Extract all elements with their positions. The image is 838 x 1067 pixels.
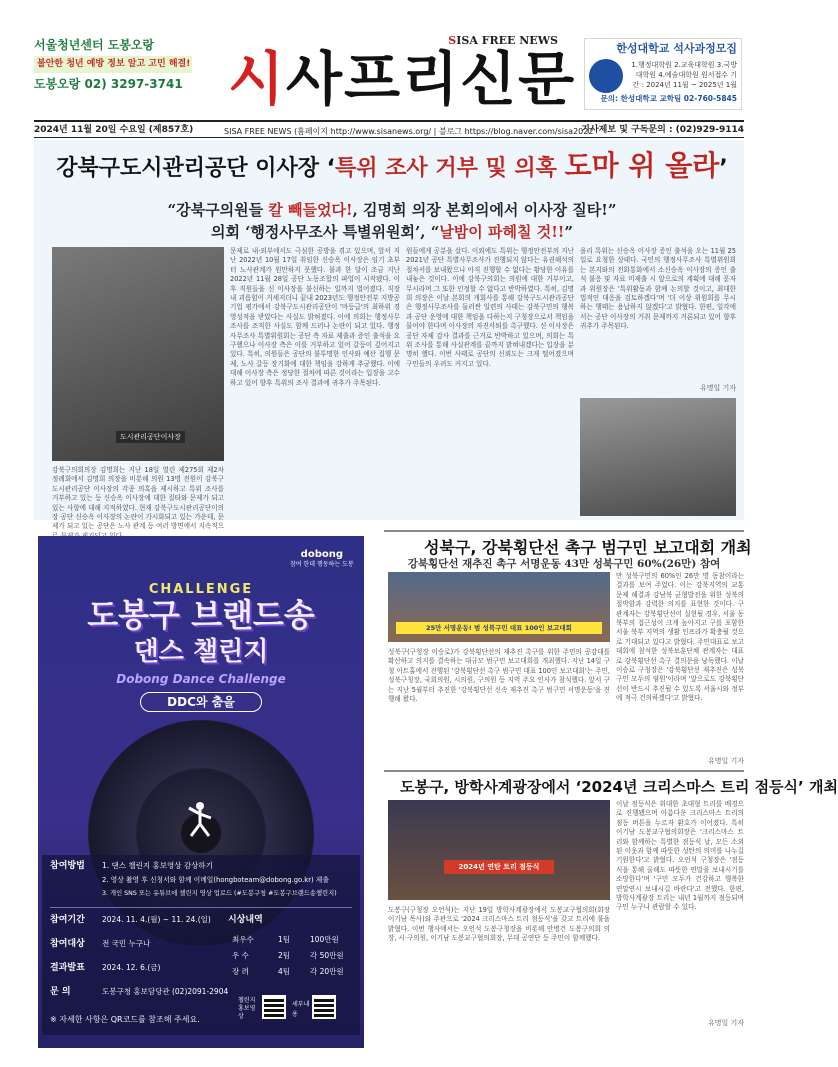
prize-row-1-rank: 최우수 [232,935,254,944]
lead-headline[interactable]: 강북구도시관리공단 이사장 ‘특위 조사 거부 및 의혹 도마 위 올라’ [56,149,728,182]
period-label: 참여기간 [50,915,85,925]
target-value: 전 국민 누구나 [102,939,151,948]
target-label: 참여대상 [50,939,85,949]
lead-subhead-2: 의회 ‘행정사무조사 특별위원회’, “날밤이 파헤칠 것!!” [210,223,574,241]
university-logo-icon [589,59,623,93]
lead-body-col4: 을리 특위는 신승옥 이사장 증인 출석을 오는 11월 25일로 요청한 상태다. 국민의 행정사무조사 특별위원회는 본지와의 전화통화에서 소신승옥 이사장의 증인 출석 불응 및 자료 미제출 시 앞으로의 계획에 대해 묻자 과 위원장은 '특위활동과 함께 논의할 것이고, 최대한 법적인 대응을 검토하겠다'며 '더 이상 위원회를 무시하는 행태는 용납하지 않겠다'고 밝혔다. 한편, 일각에서는 공단 이사장의 거취 문제까지 거론되고 있어 향후 귀추가 주목된다. [580,247,736,331]
contact-info: 기사제보 및 구독문의 : (02)929-9114 [581,125,744,135]
ad-dobong-orang[interactable] [34,38,192,106]
prize-label: 시상내역 [228,915,263,925]
lead-photo-council [580,398,736,516]
article2-headline[interactable]: 성북구, 강북횡단선 촉구 범구민 보고대회 개최 [424,538,752,557]
result-value: 2024. 12. 6.(금) [102,963,161,972]
article2-photo [388,572,610,642]
how-step-2: 2. 영상 촬영 후 신청서와 함께 이메일(hongboteam@dobong.go.kr) 제출 [102,876,329,884]
article3-photo [388,800,610,900]
how-step-1: 1. 댄스 챌린지 홍보영상 감상하기 [102,861,213,870]
lead-byline: 유명일 기자 [699,384,736,392]
article2-banner: 25만 서명운동! 범 성북구민 대표 100인 보고대회 [396,622,602,634]
article2-subhead: 강북횡단선 재추진 촉구 서명운동 43만 성북구민 60%(26만) 참여 [407,558,721,570]
prize-row-2-rank: 우 수 [232,951,249,960]
ad-right-body: 1.행정대학원 2.교육대학원 3.국방대학원 4.예술대학원 원서접수 기간 : 2024년 11월 ~ 2025년 1월 [631,61,737,89]
poster-brand: dobong 참여 한데 행동하는 도봉 [290,549,354,568]
poster-title-2: 댄스 챌린지 [133,637,269,667]
lead-body-col3: 원들에게 공분을 샀다. 이외에도 특위는 행정안전부의 지난 2021년 공단 특별사무조사가 진행되지 않다는 유권해석의 절차서를 보내왔으나 아직 진행할 수 없다는 황당한 이유를 내놓은 것이다. 이에 강북구의회는 의원에 대한 거부이고, 무시라며 그 또한 인정할 수 없다고 반박하였다. 특히, 김명희 의장은 이날 본회의 개회사를 통해 강북구도시관리공단은 행정사무조사를 둘러싼 일련의 사태는 강북구민의 행복과 공단 운영에 대한 책임을 다하는지 구청장으로서 책임을 물어야 한다며 이사장의 자진사퇴를 촉구했다. 신 이사장은 공단 자체 감사 결과를 근거로 반박하고 있으며, 의회는 특위 조사를 통해 사실관계를 끝까지 밝혀내겠다는 입장을 분명히 했다. 이번 사태로 공단의 신뢰도는 크게 떨어졌으며 구민들의 우려도 커지고 있다. [406,247,574,368]
issue-date: 2024년 11월 20일 수요일 (제857호) [34,125,194,135]
ad-right-contact: 문의: 한성대학교 교학팀 02-760-5845 [600,94,737,103]
prize-row-3-amount: 각 20만원 [310,967,344,976]
inquiry-value: 도봉구청 홍보담당관 (02)2091-2904 [102,987,229,996]
article3-divider [384,770,744,772]
how-step-3: 3. 개인 SNS 또는 유튜브에 챌린지 영상 업로드 (#도봉구청 #도봉구브랜드송챌린지) [102,890,337,897]
article2-body-right: 만 성북구민의 60%인 26만 명 동참이라는 결과를 보여 주었다. 이는 강북지역의 교통 문제 해결과 강남북 균형발전을 위한 성북의 절박함과 강력한 의지를 표현한 것이다. 구 관계자는 강북횡단선이 실현될 경우, 서울 동북부의 접근성이 크게 높아지고 구를 포함한 서울 북부 지역의 생활 인프라가 확충될 것으로 기대되고 있다고 밝혔다. 주민대표로 보고대회에 참석한 성북보훈단체 관계자는 대표로 강북횡단선 촉구 결의문을 낭독했다. 이날 이승로 구청장은 '강북횡단선 재추진은 성북구민 모두의 염원'이라며 '앞으로도 강북횡단선이 반드시 추진될 수 있도록 서울시와 정부에 적극 건의하겠다'고 밝혔다. [616,572,744,703]
ad-left-line2: 불안한 청년 예방 정보 알고 고민 해결! [34,56,192,73]
lead-photo-chairman [52,247,224,461]
dancer-icon [185,800,215,840]
lead-subhead-1: “강북구의원들 칼 빼들었다!, 김명희 의장 본회의에서 이사장 질타!” [167,201,617,219]
poster-title-en: Dobong Dance Challenge [116,672,286,686]
ad-hansung-university[interactable] [584,38,742,110]
article3-banner: 2024년 연탄 트리 점등식 [444,860,554,874]
period-value: 2024. 11. 4.(월) ~ 11. 24.(일) [102,915,211,924]
poster-challenge-label: CHALLENGE [148,582,254,597]
prize-row-1-count: 1팀 [278,935,291,944]
poster-info-box [42,855,360,1035]
result-label: 결과발표 [50,963,85,973]
qr1-label: 챌린지 홍보영상 [238,997,256,1020]
prize-row-2-count: 2팀 [278,951,291,960]
lead-body-col2: 문제로 내·외부에서도 극심한 공방을 겪고 있으며, 앞서 지난 2022년 10월 17일 취임한 신승옥 이사장은 임기 초부터 노사관계가 원만하지 못했다. 불과 한 달이 조금 지난 2022년 11월 28일 공단 노동조합의 파업이 시작됐다. 이후 직원들을 신 이사장을 불신하는 일까지 벌어졌다. 직장 내 괴롭힘이 거세지더니 끝내 2023년도 행정안전부 지방공기업 평가에서 강북구도시관리공단이 '마등급'의 최하위 경영성적을 받았다는 사실도 밝혀졌다. 이에 의회는 행정사무조사를 조직한 사실도 함께 드러나 논란이 되고 있다. 행정사무조사 특별위원회는 공단 측 자료 제출과 증인 출석을 요구했으나 이사장 측은 이를 거부하고 있어 갈등이 깊어지고 있다. 특히, 의원들은 공단의 불투명한 인사와 예산 집행 문제, 노사 갈등 장기화에 대한 책임을 강하게 추궁했다. 이에 대해 이사장 측은 정당한 절차에 따른 것이라는 입장을 고수하고 있어 향후 특위의 조사 결과에 귀추가 주목된다. [230,247,400,387]
article3-headline[interactable]: 도봉구, 방학사계광장에서 ‘2024년 크리스마스 트리 점등식’ 개최 [400,778,838,796]
poster-ddc-badge: DDC와 춤을 [140,692,262,712]
poster-title-1: 도봉구 브랜드송 [87,596,315,634]
prize-row-2-amount: 각 50만원 [310,951,344,960]
masthead[interactable] [228,34,577,113]
dateline-bar [34,120,744,138]
qr-code-icon[interactable] [262,995,286,1019]
ad-left-line1: 서울청년센터 도봉오랑 [34,38,155,52]
qr-code-icon-2[interactable] [312,995,336,1019]
qr2-label: 세부내용 [292,1001,310,1018]
lead-photo-caption: 도시관리공단이사장 [116,431,185,443]
article3-body-right: 이날 점등식은 위대한 초대형 트리를 배경으로 진행됐으며 아름다운 크리스마스 트리의 점등 버튼을 누르자 환호가 이어졌다. 특히 이기남 도봉교구협의회장은 '크리스마스 트리와 함께하는 특별한 점등식 날, 모든 소외된 이웃과 함께 따뜻한 성탄의 의미를 나누길 기원한다'고 밝혔다. 오언석 구청장은 '점등식을 통해 올해도 따뜻한 연말을 보내시기를 소망한다'며 '구민 모두가 건강하고 행복한 연말연시 보내시길 바란다'고 전했다. 한편, 방학사계광장 트리는 내년 1월까지 점등되며 구민 누구나 관람할 수 있다. [616,800,744,912]
masthead-korean: 시사프리신문 [228,45,577,113]
prize-row-3-rank: 장 려 [232,967,249,976]
article3-body-left: 도봉구(구청장 오언석)는 지난 19일 방학사계광장에서 도봉교구협의회(회장 이기남 목사)와 주관으로 '2024 크리스마스 트리 점등식'을 갖고 트리에 불을 밝혔다. 이번 행사에서는 오언석 도봉구청장을 비롯해 안병건 도봉구의회 의장, 시·구의원, 이기남 도봉교구협의회장, 무대 공연단 등 주민이 함께했다. [388,906,610,943]
masthead-english: SISA FREE NEWS [448,34,558,47]
site-info[interactable]: SISA FREE NEWS (홈페이지 http://www.sisanews.org/ | 블로그 https://blog.naver.com/sisa2022 [224,127,594,136]
article2-byline: 유명일 기자 [707,757,744,765]
article2-divider [384,530,744,532]
prize-row-1-amount: 100만원 [310,935,339,944]
inquiry-label: 문 의 [50,987,71,997]
ad-right-title: 한성대학교 석사과정모집 [616,42,737,55]
article2-body-left: 성북구(구청장 이승로)가 강북횡단선의 재추진 촉구를 위한 주민의 공감대를 확산하고 의지를 결속하는 대규모 범구민 보고대회를 개최했다. 지난 14일 구청 아트홀에서 진행된 '강북횡단선 촉구 범구민 대표 100인 보고대회'는 주민, 성북구청장, 국회의원, 시의원, 구의원 등 지역 주요 인사가 참석했다. 앞서 구는 지난 5월부터 추진한 '강북횡단선 신속 재추진 촉구 범구민 서명운동'을 진행해 왔다. [388,648,610,704]
ad-left-line3: 도봉오랑 02) 3297-3741 [34,77,183,91]
lead-body-col1: 강북구의회의장 김명희는 지난 18일 열린 제275회 제2차 정례회에서 김명희 의장을 비롯해 의원 13명 전원이 강북구도시관리공단 이사장의 각종 의혹을 제시하고 특위 조사를 거부하고 있는 등 신승옥 이사장에 대한 질타와 문제가 되고 있는 사항에 대해 지적하였다. 현재 강북구도시관리공단이의장 공단 신승옥 이사장의 논란이 가시화되고 있는 가운데, 문제가 되고 있는 공단은 노사 관계 등 여러 방면에서 지속적으 [52,466,224,531]
prize-row-3-count: 4팀 [278,967,291,976]
how-label: 참여방법 [50,861,85,871]
prize-note: ※ 자세한 사항은 QR코드를 참조해 주세요. [50,1015,200,1024]
article3-byline: 유명일 기자 [707,1019,744,1027]
